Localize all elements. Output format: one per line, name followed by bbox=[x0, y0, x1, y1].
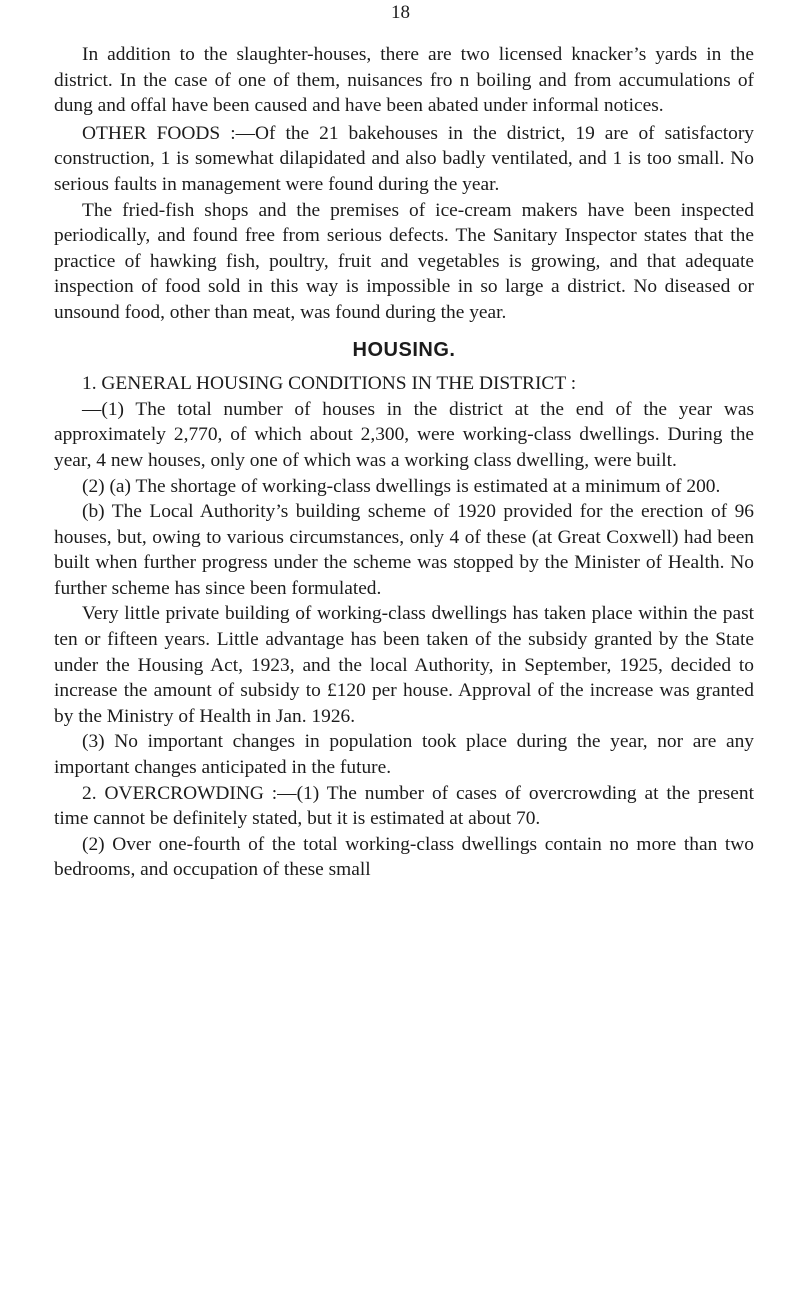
paragraph-overcrowding: 2. OVERCROWDING :—(1) The number of cases of overcrowding at the present time cannot be definitely stated, but it is estimated at about 70. bbox=[54, 782, 754, 830]
paragraph-shortage: (2) (a) The shortage of working-class dwellings is estimated at a minimum of 200. bbox=[82, 475, 721, 497]
page-number: 18 bbox=[391, 2, 410, 23]
paragraph-building-scheme: (b) The Local Authority’s building scheme of 1920 provided for the erection of 96 houses, but, owing to various circumstances, only 4 of these (at Great Coxwell) had been built when further progress under the scheme was stopped by the Minister of Health. No further scheme has since been formulated. bbox=[54, 501, 754, 599]
paragraph-population: (3) No important changes in population took place during the year, nor are any important changes anticipated in the future. bbox=[54, 731, 754, 779]
paragraph-knackers-yards: In addition to the slaughter-houses, there are two licensed knacker’s yards in the district. In the case of one of them, nuisances fro n boiling and from accumulations of dung and offal have been caused and have been abated under informal notices. bbox=[54, 44, 754, 117]
section-heading-housing: HOUSING. bbox=[352, 338, 456, 361]
subheading-general-housing: 1. GENERAL HOUSING CONDITIONS IN THE DISTRICT : bbox=[82, 373, 577, 395]
page-body bbox=[54, 42, 754, 883]
paragraph-fried-fish: The fried-fish shops and the premises of ice-cream makers have been inspected periodically, and found free from serious defects. The Sanitary Inspector states that the practice of hawking fish, poultry, fruit and vegetables is growing, and that adequate inspection of food sold in this way is impossible in so large a district. No diseased or unsound food, other than meat, was found during the year. bbox=[54, 199, 754, 323]
paragraph-total-houses: —(1) The total number of houses in the district at the end of the year was approximately 2,770, of which about 2,300, were working-class dwellings. During the year, 4 new houses, only one of which was a working class dwelling, were built. bbox=[54, 398, 754, 471]
paragraph-private-building: Very little private building of working-class dwellings has taken place within the past ten or fifteen years. Little advantage has been taken of the subsidy granted by the State under the Housing Act, 1923, and the local Authority, in September, 1925, decided to increase the amount of subsidy to £120 per house. Approval of the increase was granted by the Ministry of Health in Jan. 1926. bbox=[54, 603, 754, 727]
paragraph-other-foods: OTHER FOODS :—Of the 21 bakehouses in the district, 19 are of satisfactory construction, 1 is somewhat dilapidated and also badly ventilated, and 1 is too small. No serious faults in management were found during the year. bbox=[54, 122, 754, 195]
paragraph-bedrooms: (2) Over one-fourth of the total working-class dwellings contain no more than two bedrooms, and occupation of these small bbox=[54, 833, 754, 881]
